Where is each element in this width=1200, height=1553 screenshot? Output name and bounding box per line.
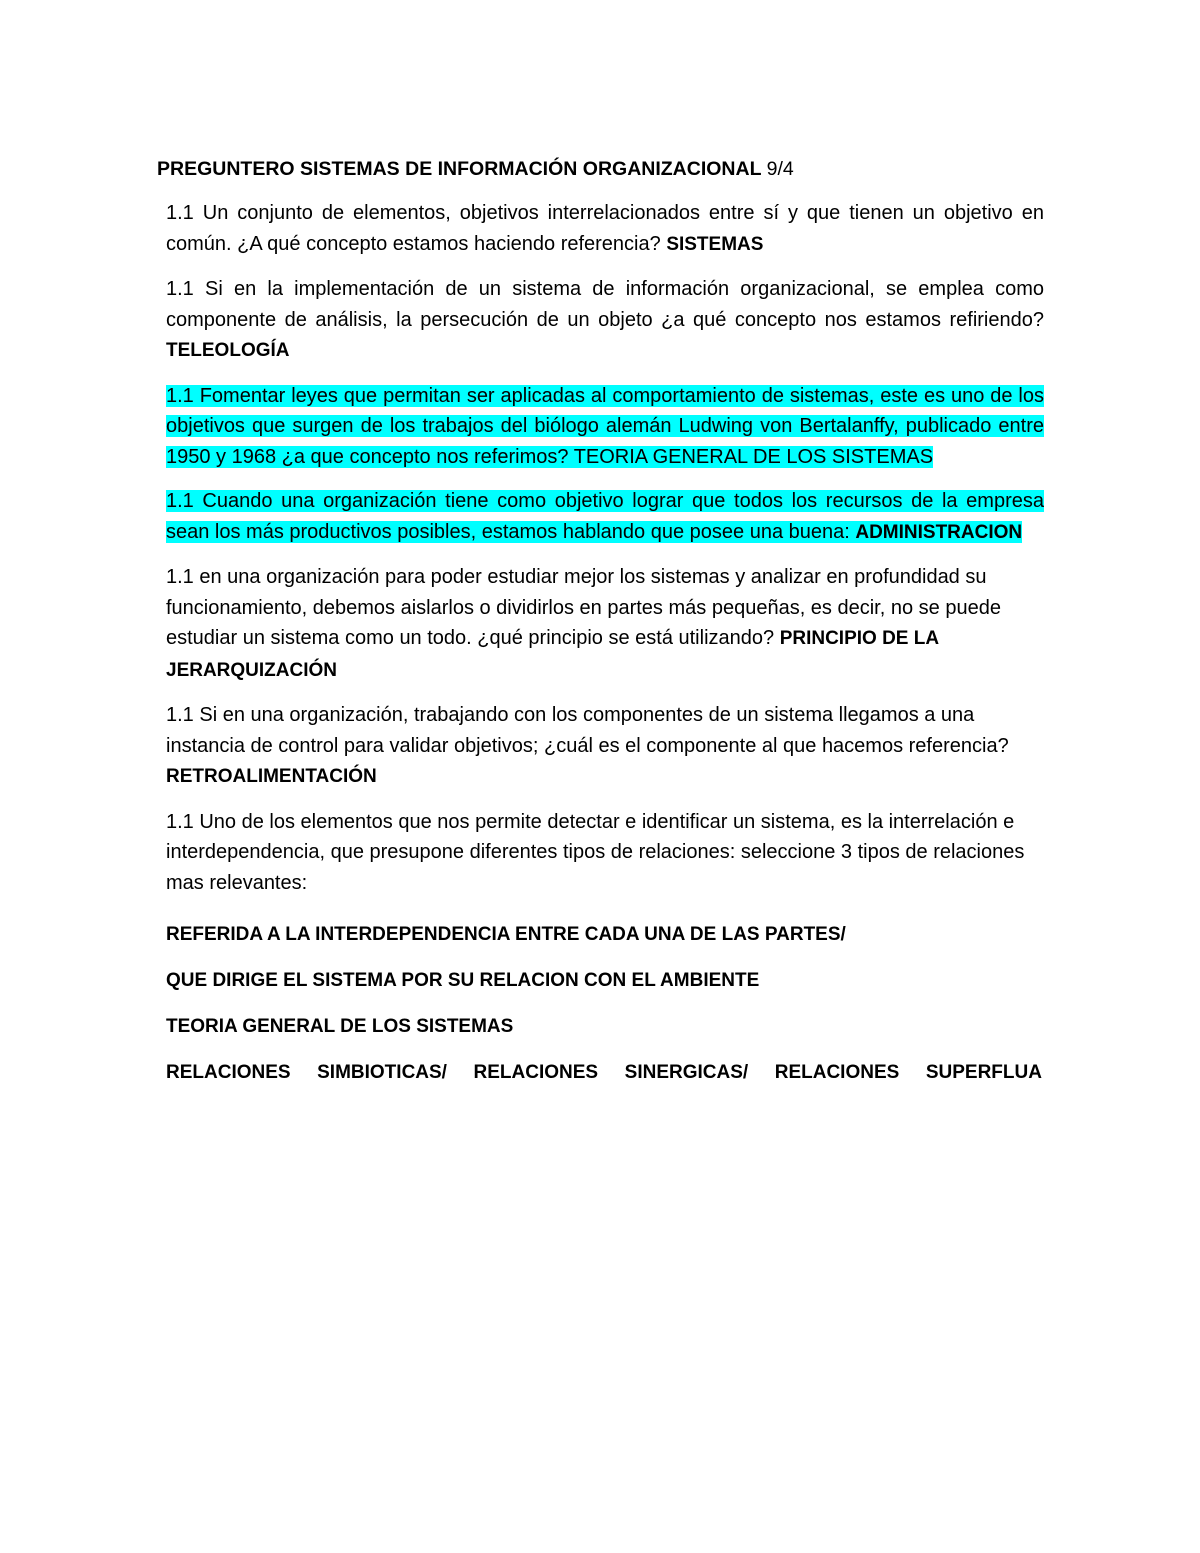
answer-option-2: QUE DIRIGE EL SISTEMA POR SU RELACION CON EL AMBIENTE xyxy=(166,970,760,991)
question-7-text: 1.1 Uno de los elementos que nos permite detectar e identificar un sistema, es la interrelación e interdependencia, que presupone diferentes tipos de relaciones: seleccione 3 tipos de relaciones mas relevantes: xyxy=(166,810,1025,894)
question-5 xyxy=(166,562,1044,686)
question-6-text: 1.1 Si en una organización, trabajando con los componentes de un sistema llegamos a una instancia de control para validar objetivos; ¿cuál es el componente al que hacemos referencia? xyxy=(166,704,1009,757)
document-body xyxy=(166,198,1044,1104)
question-3 xyxy=(166,381,1044,473)
question-7 xyxy=(166,807,1044,899)
answer-option-4-word-5: RELACIONES xyxy=(774,1062,900,1083)
document-title xyxy=(157,154,1057,184)
question-2-text: 1.1 Si en la implementación de un sistema de información organizacional, se emplea como componente de análisis, la persecución de un objeto ¿a qué concepto nos estamos refiriendo? xyxy=(166,278,1044,331)
question-1 xyxy=(166,198,1044,260)
question-1-text: 1.1 Un conjunto de elementos, objetivos interrelacionados entre sí y que tienen un objetivo en común. ¿A qué concepto estamos haciendo referencia? xyxy=(166,202,1044,255)
answer-option-1: REFERIDA A LA INTERDEPENDENCIA ENTRE CADA UNA DE LAS PARTES/ xyxy=(166,924,846,945)
document-title-text: PREGUNTERO SISTEMAS DE INFORMACIÓN ORGANIZACIONAL xyxy=(157,158,762,180)
answer-option-4-word-3: RELACIONES xyxy=(473,1062,599,1083)
question-6-answer: RETROALIMENTACIÓN xyxy=(166,766,377,787)
question-3-text: 1.1 Fomentar leyes que permitan ser aplicadas al comportamiento de sistemas, este es uno de los objetivos que surgen de los trabajos del biólogo alemán Ludwing von Bertalanffy, publicado entre 1950 y 1968 ¿a que concepto nos referimos? xyxy=(166,384,1044,468)
question-2 xyxy=(166,274,1044,367)
question-4-text: 1.1 Cuando una organización tiene como objetivo lograr que todos los recursos de la empresa sean los más productivos posibles, estamos hablando que posee una buena: xyxy=(166,490,1044,543)
answer-option-4-word-4: SINERGICAS/ xyxy=(624,1062,749,1083)
question-1-answer: SISTEMAS xyxy=(666,233,764,255)
question-5-answer: PRINCIPIO DE LA JERARQUIZACIÓN xyxy=(166,628,939,681)
answer-option-4-word-1: RELACIONES xyxy=(166,1062,291,1083)
answer-option-3: TEORIA GENERAL DE LOS SISTEMAS xyxy=(166,1016,514,1037)
question-4 xyxy=(166,486,1044,548)
question-3-highlight xyxy=(166,385,1044,468)
question-6 xyxy=(166,700,1044,793)
question-4-answer: ADMINISTRACION xyxy=(855,521,1023,543)
document-title-number: 9/4 xyxy=(766,158,794,180)
answer-option-4 xyxy=(166,1058,1042,1088)
answer-option-4-word-2: SIMBIOTICAS/ xyxy=(317,1062,447,1083)
question-4-highlight xyxy=(166,490,1044,543)
answer-option-4-word-6: SUPERFLUA xyxy=(925,1062,1042,1083)
question-3-answer: TEORIA GENERAL DE LOS SISTEMAS xyxy=(573,445,934,468)
question-5-text: 1.1 en una organización para poder estudiar mejor los sistemas y analizar en profundidad su funcionamiento, debemos aislarlos o dividirlos en partes más pequeñas, es decir, no se puede estudiar un sistema como un todo. ¿qué principio se está utilizando? xyxy=(166,566,1001,649)
question-2-answer: TELEOLOGÍA xyxy=(166,340,290,361)
